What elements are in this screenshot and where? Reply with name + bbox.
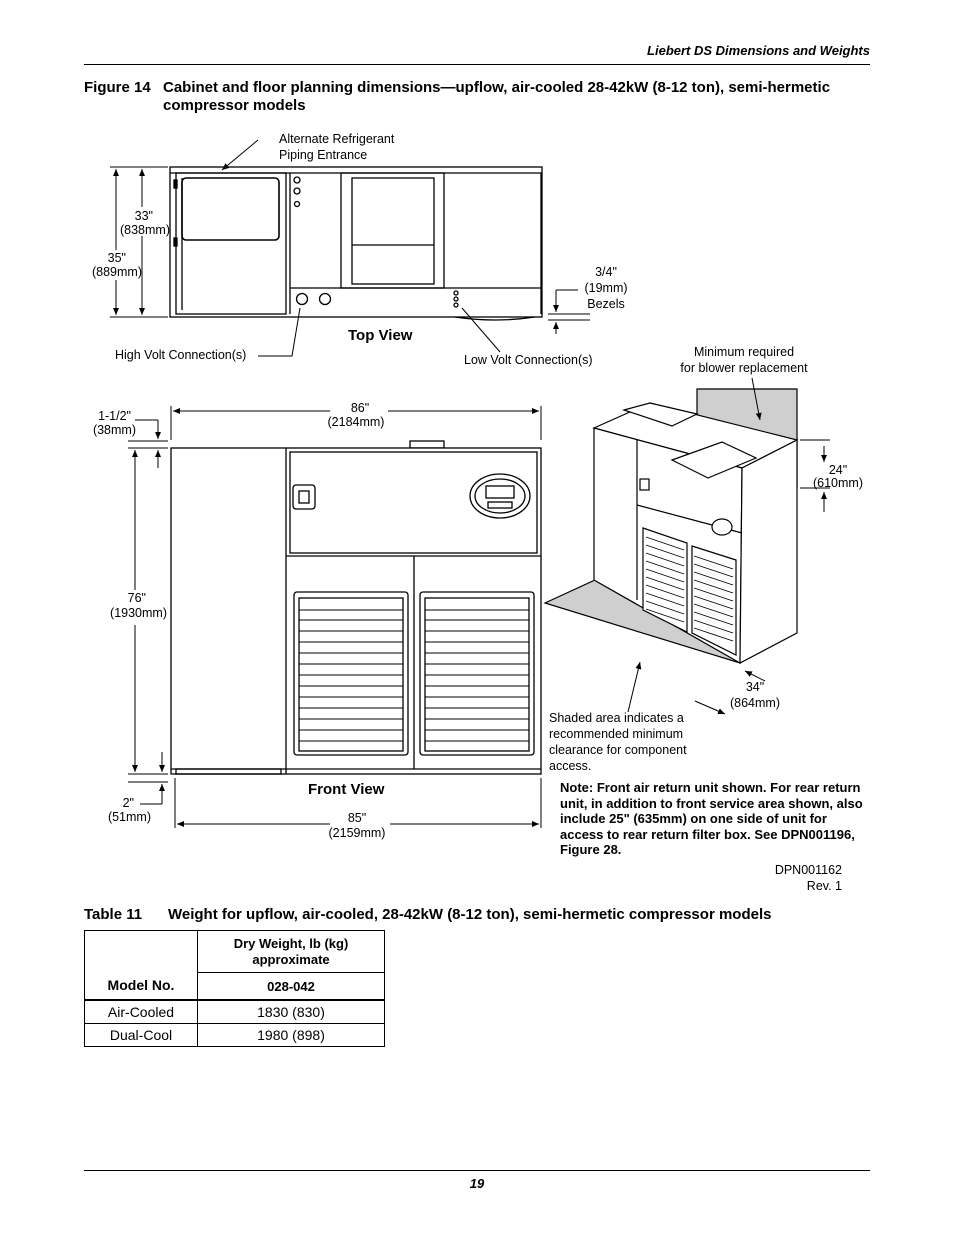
page-number: 19	[469, 1176, 485, 1191]
table-number: Table 11	[84, 906, 143, 923]
label-dim-1-5: 1-1/2"	[98, 409, 131, 423]
shaded-area-note: Shaded area indicates a recommended minimum clearance for component access.	[549, 711, 687, 773]
dpn-revision: Rev. 1	[806, 879, 842, 893]
running-header: Liebert DS Dimensions and Weights	[647, 43, 870, 58]
label-dim-85-mm: (2159mm)	[328, 826, 386, 840]
figure-title: Cabinet and floor planning dimensions—upflow, air-cooled 28-42kW (8-12 ton), semi-hermetic compressor models	[163, 79, 831, 114]
row-weight: 1830 (830)	[198, 1000, 385, 1024]
label-dim-35-mm: (889mm)	[91, 265, 142, 279]
label-dim-85: 85"	[347, 811, 367, 825]
label-dim-bezel-mm: (19mm)	[584, 281, 628, 295]
isometric-view	[545, 389, 797, 663]
label-dim-76-mm: (1930mm)	[110, 606, 167, 620]
table-header-row	[85, 931, 385, 973]
label-dim-2-mm: (51mm)	[107, 810, 151, 824]
label-min-required-2: for blower replacement	[680, 361, 808, 375]
header-model: Model No.	[85, 931, 198, 1001]
row-model: Air-Cooled	[85, 1000, 198, 1024]
table-row	[85, 1000, 385, 1024]
label-dim-76: 76"	[127, 591, 146, 605]
label-dim-34-mm: (864mm)	[729, 696, 781, 710]
label-dim-35: 35"	[107, 251, 126, 265]
footer-rule	[84, 1170, 870, 1171]
label-dim-bezel: 3/4"	[595, 265, 617, 279]
label-top-view: Top View	[348, 327, 413, 344]
weight-table	[84, 930, 385, 1047]
label-dim-2: 2"	[122, 796, 134, 810]
table-title: Weight for upflow, air-cooled, 28-42kW (8-12 ton), semi-hermetic compressor models	[168, 906, 772, 923]
table-row	[85, 1024, 385, 1047]
top-view	[170, 167, 542, 320]
label-alt-refrigerant-1: Alternate Refrigerant	[279, 132, 395, 146]
figure-note: Note: Front air return unit shown. For rear return unit, in addition to front service area shown, also include 25" (635mm) on one side of unit for access to rear return filter box. See DPN001196, Figure 28.	[560, 780, 863, 857]
label-min-required-1: Minimum required	[693, 345, 795, 359]
label-low-volt: Low Volt Connection(s)	[464, 353, 593, 367]
label-high-volt: High Volt Connection(s)	[115, 348, 247, 362]
label-alt-refrigerant-2: Piping Entrance	[279, 148, 368, 162]
figure-number: Figure 14	[84, 79, 151, 96]
header-range: 028-042	[198, 973, 385, 1000]
label-dim-24-mm: (610mm)	[812, 476, 864, 490]
label-dim-24: 24"	[828, 463, 848, 477]
label-dim-34: 34"	[745, 680, 765, 694]
dpn-number: DPN001162	[774, 863, 842, 877]
front-view	[171, 441, 541, 774]
label-dim-86: 86"	[350, 401, 370, 415]
label-front-view: Front View	[308, 781, 385, 798]
label-dim-1-5-mm: (38mm)	[92, 423, 136, 437]
label-dim-86-mm: (2184mm)	[327, 415, 385, 429]
dpn-block	[775, 862, 842, 894]
label-bezels: Bezels	[587, 297, 625, 311]
row-weight: 1980 (898)	[198, 1024, 385, 1047]
label-dim-33-mm: (838mm)	[119, 223, 170, 237]
row-model: Dual-Cool	[85, 1024, 198, 1047]
label-dim-33: 33"	[134, 209, 153, 223]
header-weight: Dry Weight, lb (kg) approximate	[198, 931, 385, 973]
